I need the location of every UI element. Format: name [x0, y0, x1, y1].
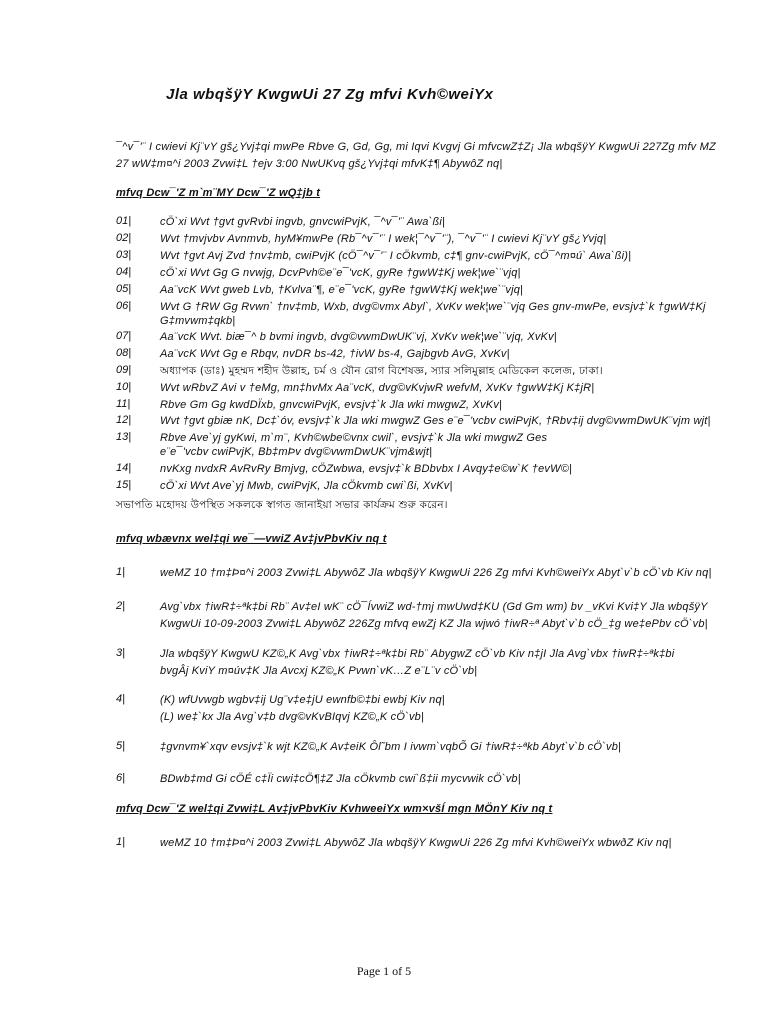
member-entry: Wvt G †RW Gg Rvwn` †nv‡mb, Wxb, dvg©vmx Abyl`, XvKv wek¦we`¨vjq Ges gnv-mwPe, evsjv‡`k †gwW‡Kj [160, 301, 706, 313]
decision-number: 1| [116, 836, 125, 848]
member-entry: e¨e¯'vcbv cwiPvjK, Bb‡mÞv dvg©vwmDwUK¨vjm&wjt| [160, 446, 433, 458]
agenda-number: 4| [116, 693, 125, 705]
member-entry: Aa¨vcK Wvt gweb Lvb, †Kvlva¨¶, e¨e¯'vcK, gyRe †gwW‡Kj wek¦we`¨vjq| [160, 284, 524, 296]
member-entry: G‡mvwm‡qkb| [160, 315, 236, 327]
member-number: 15| [116, 479, 132, 491]
member-number: 13| [116, 431, 132, 443]
decision-line: weMZ 10 †m‡Þ¤^i 2003 Zvwi‡L AbywôZ Jla wbqšÿY KwgwUi 226 Zg mfvi Kvh©weiYx wbwðZ Kiv nq| [160, 837, 672, 849]
attendance-heading: mfvq Dcw¯'Z m`m¨MY Dcw¯'Z wQ‡jb t [116, 187, 321, 199]
member-entry: Rbve Gm Gg kwdDÏxb, gnvcwiPvjK, evsjv‡`k Jla wki mwgwZ, XvKv| [160, 399, 503, 411]
member-entry: Wvt †mvjvbv Avnmvb, hyM¥mwPe (Rb¯^v¯'¨ I wek¦¯^v¯'¨), ¯^v¯'¨ I cwievi Kj¨vY gš¿Yvjq| [160, 233, 607, 245]
member-number: 09| [116, 364, 132, 376]
agenda-number: 6| [116, 772, 125, 784]
member-entry: cÖ`xi Wvt Gg G nvwjg, DcvPvh©e¨e¯'vcK, gyRe †gwW‡Kj wek¦we`¨vjq| [160, 267, 521, 279]
member-entry: Wvt †gvt gbiæ nK, Dc‡`óv, evsjv‡`k Jla wki mwgwZ Ges e¨e¯'vcbv cwiPvjK, †Rbv‡ij dvg©vwmDwUK¨vjm wjt| [160, 415, 711, 427]
member-entry: Aa¨vcK Wvt. biæ¯^ b bvmi ingvb, dvg©vwmDwUK¨vj, XvKv wek¦we`¨vjq, XvKv| [160, 331, 557, 343]
member-number: 08| [116, 347, 132, 359]
agenda-number: 1| [116, 566, 125, 578]
page-footer: Page 1 of 5 [356, 964, 412, 978]
member-number: 03| [116, 249, 132, 261]
agenda-line: KwgwUi 10-09-2003 Zvwi‡L AbywôZ 226Zg mfvq ewZj KZ Jla wjwó †iwR÷ª Abyt`v`b cÖ_‡g we‡ePbv cÖ`vb| [160, 618, 708, 630]
member-number: 14| [116, 462, 132, 474]
agenda-number: 3| [116, 647, 125, 659]
member-number: 02| [116, 232, 132, 244]
member-entry: অধ্যাপক (ডাঃ) মুহম্মদ শহীদ উল্লাহ, চর্ম ও যৌন রোগ বিশেষজ্ঞ, স্যার সলিমুল্লাহ মেডিকেল কলেজ, ঢাকা। [160, 365, 603, 377]
member-entry: Wvt †gvt Avj Zvd †nv‡mb, cwiPvjK (cÖ¯^v¯'¨ I cÖkvmb, c‡¶ gnv-cwiPvjK, cÖ¯^m¤ú` Awa`ßi)| [160, 250, 632, 262]
agenda-line: (K) wfUvwgb wgbv‡ij Ug¨v‡e‡jU ewnfb©‡bi ewbj Kiv nq| [160, 694, 445, 706]
agenda-line: Avg`vbx †iwR‡÷ªk‡bi Rb¨ Av‡eI wK¨ cÖ¯ÍvwiZ wd-†mj mwUwd‡KU (Gd Gm wm) bv _vKvi Kvi‡Y Jla wbqšÿY [160, 601, 708, 613]
member-number: 04| [116, 266, 132, 278]
agenda-line: bvgÂj KviY m¤úv‡K Jla Avcxj KZ©„K Pvwn`vK…Z e¨L¨v cÖ`vb| [160, 665, 478, 677]
agenda-line: (L) we‡`kx Jla Avg`v‡b dvg©vKvBIqvj KZ©„K cÖ`vb| [160, 711, 425, 723]
member-entry: Rbve Ave`yj gyKwi, m`m¨, Kvh©wbe©vnx cwil`, evsjv‡`k Jla wki mwgwZ Ges [160, 432, 548, 444]
intro-line-1: ¯^v¯'¨ I cwievi Kj¨vY gš¿Yvj‡qi mwPe Rbve G, Gd, Gg, mi Iqvi Kvgvj Gi mfvcwZ‡Z¡ Jla wbqšÿY KwgwUi 227Zg mfv MZ [116, 141, 716, 153]
document-title: Jla wbqšÿY KwgwUi 27 Zg mfvi Kvh©weiYx [166, 86, 494, 103]
agenda-line: ‡gvnvm¥`xqv evsjv‡`k wjt KZ©„K Av‡eiK Ôl˜bm I ivwm`vqbÕ Gi †iwR‡÷ªkb Abyt`v`b cÖ`vb| [160, 741, 622, 753]
member-entry: Wvt wRbvZ Avi v †eMg, mn‡hvMx Aa¨vcK, dvg©vKvjwR wefvM, XvKv †gwW‡Kj K‡jR| [160, 382, 595, 394]
member-entry: cÖ`xi Wvt †gvt gvRvbi ingvb, gnvcwiPvjK, ¯^v¯'¨ Awa`ßi| [160, 216, 446, 228]
member-entry: cÖ`xi Wvt Ave`yj Mwb, cwiPvjK, Jla cÖkvmb cwi`ßi, XvKv| [160, 480, 453, 492]
agenda-line: BDwb‡md Gi cÖÉ c‡Ïi cwi‡cÖ¶‡Z Jla cÖkvmb cwi`ß‡ii mycvwik cÖ`vb| [160, 773, 521, 785]
member-number: 12| [116, 414, 132, 426]
member-number: 10| [116, 381, 132, 393]
member-number: 06| [116, 300, 132, 312]
member-number: 11| [116, 398, 131, 410]
agenda-number: 5| [116, 740, 125, 752]
member-entry: Aa¨vcK Wvt Gg e Rbqv, nvDR bs-42, †ivW bs-4, Gajbgvb AvG, XvKv| [160, 348, 510, 360]
agenda-number: 2| [116, 600, 125, 612]
section2-heading: mfvq Dcw¯'Z wel‡qi Zvwi‡L Av‡jvPbvKiv KvhweeiYx wm×všÍ mgn MÖnY Kiv nq t [116, 803, 553, 815]
member-number: 05| [116, 283, 132, 295]
member-entry: nvKxg nvdxR AvRvRy Bmjvg, cÖZwbwa, evsjv‡`k BDbvbx I Avqy‡e©w`K †evW©| [160, 463, 573, 475]
agenda-line: Jla wbqšÿY KwgwU KZ©„K Avg`vbx †iwR‡÷ªk‡bi Rb¨ AbygwZ cÖ`vb Kiv n‡jI Jla Avg`vbx †iwR‡÷ªk‡bi [160, 648, 675, 660]
intro-line-2: 27 wW‡m¤^i 2003 Zvwi‡L †ejv 3:00 NwUKvq gš¿Yvj‡qi mfvK‡¶ AbywôZ nq| [116, 158, 503, 170]
opening-line: সভাপতি মহোদয় উপস্থিত সকলকে স্বাগত জানাইয়া সভার কার্যক্রম শুরু করেন। [116, 499, 448, 511]
member-number: 01| [116, 215, 132, 227]
section1-heading: mfvq wbævnx wel‡qi we¯—vwiZ Av‡jvPbvKiv nq t [116, 533, 387, 545]
agenda-line: weMZ 10 †m‡Þ¤^i 2003 Zvwi‡L AbywôZ Jla wbqšÿY KwgwUi 226 Zg mfvi Kvh©weiYx Abyt`v`b cÖ`vb Kiv nq| [160, 567, 712, 579]
member-number: 07| [116, 330, 132, 342]
